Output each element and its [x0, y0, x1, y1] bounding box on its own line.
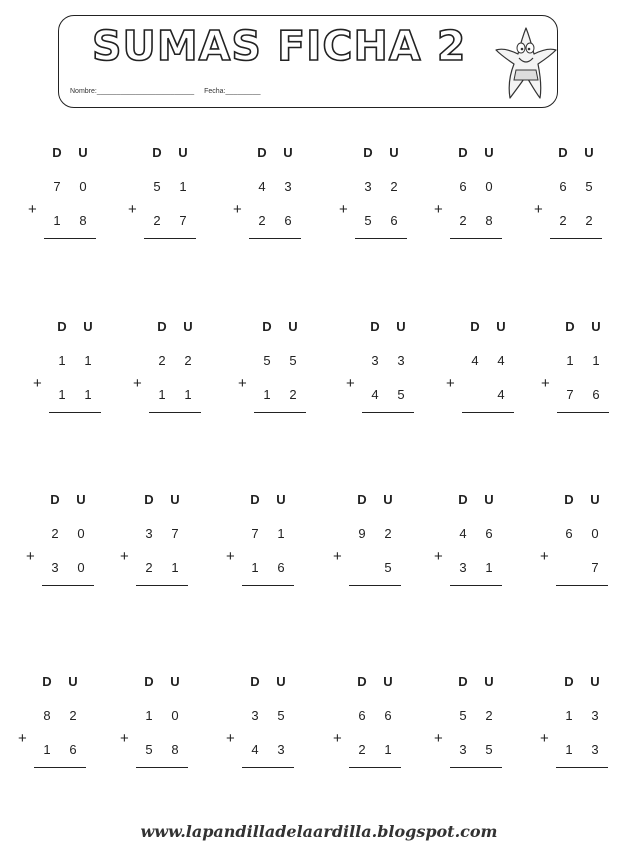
addend-units: 2 — [390, 179, 398, 194]
column-label-u: U — [178, 145, 188, 160]
plus-sign: + — [120, 548, 129, 565]
addend-tens: 4 — [471, 353, 479, 368]
column-label-u: U — [183, 319, 193, 334]
column-label-u: U — [396, 319, 406, 334]
column-label-u: U — [83, 319, 93, 334]
column-label-u: U — [283, 145, 293, 160]
addend-tens: 1 — [145, 708, 153, 723]
addend-tens: 2 — [459, 213, 467, 228]
column-label-u: U — [383, 492, 393, 507]
plus-sign: + — [133, 375, 142, 392]
addend-tens: 2 — [358, 742, 366, 757]
answer-line[interactable] — [557, 412, 609, 413]
addend-tens: 1 — [58, 387, 66, 402]
addend-units: 1 — [171, 560, 179, 575]
addend-units: 1 — [485, 560, 493, 575]
addend-units: 0 — [77, 526, 85, 541]
plus-sign: + — [333, 730, 342, 747]
addition-problem — [434, 145, 524, 245]
answer-line[interactable] — [450, 585, 502, 586]
addend-units: 3 — [284, 179, 292, 194]
plus-sign: + — [446, 375, 455, 392]
column-label-d: D — [144, 674, 154, 689]
addend-tens: 3 — [459, 560, 467, 575]
column-label-u: U — [590, 492, 600, 507]
addend-tens: 2 — [145, 560, 153, 575]
addend-tens: 5 — [263, 353, 271, 368]
answer-line[interactable] — [136, 767, 188, 768]
column-label-d: D — [52, 145, 62, 160]
addend-units: 1 — [179, 179, 187, 194]
addend-units: 1 — [184, 387, 192, 402]
addend-units: 5 — [585, 179, 593, 194]
addition-problem — [534, 145, 624, 245]
plus-sign: + — [540, 548, 549, 565]
addend-units: 3 — [591, 742, 599, 757]
addition-problem — [28, 145, 118, 245]
page-title: SUMAS FICHA 2 — [92, 22, 467, 70]
addend-tens: 4 — [258, 179, 266, 194]
plus-sign: + — [33, 375, 42, 392]
plus-sign: + — [26, 548, 35, 565]
column-label-u: U — [590, 674, 600, 689]
addend-tens: 6 — [565, 526, 573, 541]
addend-units: 5 — [277, 708, 285, 723]
addend-tens: 3 — [145, 526, 153, 541]
plus-sign: + — [346, 375, 355, 392]
addend-units: 5 — [397, 387, 405, 402]
addend-tens: 4 — [371, 387, 379, 402]
plus-sign: + — [541, 375, 550, 392]
addend-tens: 4 — [251, 742, 259, 757]
column-label-d: D — [564, 674, 574, 689]
addend-tens: 3 — [371, 353, 379, 368]
starfish-icon — [494, 24, 558, 104]
plus-sign: + — [540, 730, 549, 747]
addend-tens: 3 — [251, 708, 259, 723]
answer-line[interactable] — [242, 585, 294, 586]
addend-units: 6 — [277, 560, 285, 575]
column-label-d: D — [458, 674, 468, 689]
addend-tens: 1 — [251, 560, 259, 575]
column-label-d: D — [157, 319, 167, 334]
column-label-u: U — [383, 674, 393, 689]
addend-tens: 2 — [158, 353, 166, 368]
addend-units: 8 — [171, 742, 179, 757]
addition-problem — [26, 492, 116, 592]
addend-units: 0 — [591, 526, 599, 541]
plus-sign: + — [434, 201, 443, 218]
addend-tens: 1 — [53, 213, 61, 228]
column-label-u: U — [78, 145, 88, 160]
addend-tens: 2 — [258, 213, 266, 228]
addend-tens: 6 — [559, 179, 567, 194]
answer-line[interactable] — [136, 585, 188, 586]
column-label-d: D — [458, 492, 468, 507]
answer-line[interactable] — [49, 412, 101, 413]
addend-tens: 7 — [251, 526, 259, 541]
addend-tens: 2 — [559, 213, 567, 228]
addend-tens: 2 — [153, 213, 161, 228]
addend-units: 2 — [289, 387, 297, 402]
addend-tens: 1 — [43, 742, 51, 757]
addend-units: 1 — [592, 353, 600, 368]
addend-tens: 1 — [565, 708, 573, 723]
addend-tens: 7 — [566, 387, 574, 402]
addend-units: 6 — [592, 387, 600, 402]
column-label-u: U — [276, 674, 286, 689]
addend-tens: 6 — [459, 179, 467, 194]
addend-units: 4 — [497, 387, 505, 402]
plus-sign: + — [534, 201, 543, 218]
addend-tens: 1 — [566, 353, 574, 368]
plus-sign: + — [434, 730, 443, 747]
addition-problem — [446, 319, 536, 419]
addition-problem — [346, 319, 436, 419]
plus-sign: + — [226, 730, 235, 747]
addition-problem — [233, 145, 323, 245]
plus-sign: + — [120, 730, 129, 747]
addend-tens: 8 — [43, 708, 51, 723]
answer-line[interactable] — [349, 767, 401, 768]
column-label-u: U — [170, 674, 180, 689]
addend-units: 5 — [485, 742, 493, 757]
column-label-u: U — [496, 319, 506, 334]
addition-problem — [128, 145, 218, 245]
addend-tens: 5 — [459, 708, 467, 723]
column-label-d: D — [565, 319, 575, 334]
addition-problem — [540, 492, 630, 592]
column-label-u: U — [484, 492, 494, 507]
addend-units: 6 — [390, 213, 398, 228]
addition-problem — [339, 145, 429, 245]
fecha-field[interactable]: Fecha:_________ — [204, 88, 261, 95]
answer-line[interactable] — [242, 767, 294, 768]
plus-sign: + — [238, 375, 247, 392]
answer-line[interactable] — [450, 238, 502, 239]
addend-units: 1 — [277, 526, 285, 541]
answer-line[interactable] — [254, 412, 306, 413]
addition-problem — [238, 319, 328, 419]
column-label-u: U — [68, 674, 78, 689]
addend-tens: 1 — [565, 742, 573, 757]
addition-problem — [33, 319, 123, 419]
addend-units: 5 — [289, 353, 297, 368]
plus-sign: + — [233, 201, 242, 218]
answer-line[interactable] — [34, 767, 86, 768]
addition-problem — [18, 674, 108, 774]
answer-line[interactable] — [550, 238, 602, 239]
addend-units: 4 — [497, 353, 505, 368]
column-label-d: D — [250, 674, 260, 689]
addend-units: 3 — [397, 353, 405, 368]
addend-units: 5 — [384, 560, 392, 575]
addition-problem — [226, 492, 316, 592]
column-label-d: D — [470, 319, 480, 334]
name-date-line — [70, 88, 269, 95]
addend-tens: 1 — [58, 353, 66, 368]
column-label-d: D — [257, 145, 267, 160]
plus-sign: + — [434, 548, 443, 565]
column-label-d: D — [57, 319, 67, 334]
addition-problem — [333, 492, 423, 592]
answer-line[interactable] — [556, 585, 608, 586]
answer-line[interactable] — [144, 238, 196, 239]
column-label-u: U — [288, 319, 298, 334]
column-label-u: U — [484, 674, 494, 689]
plus-sign: + — [128, 201, 137, 218]
addend-units: 8 — [79, 213, 87, 228]
addend-tens: 6 — [358, 708, 366, 723]
addend-units: 2 — [585, 213, 593, 228]
column-label-u: U — [76, 492, 86, 507]
addend-units: 7 — [179, 213, 187, 228]
answer-line[interactable] — [450, 767, 502, 768]
addend-units: 1 — [384, 742, 392, 757]
addend-units: 8 — [485, 213, 493, 228]
addend-tens: 7 — [53, 179, 61, 194]
addend-units: 2 — [184, 353, 192, 368]
answer-line[interactable] — [462, 412, 514, 413]
answer-line[interactable] — [362, 412, 414, 413]
answer-line[interactable] — [42, 585, 94, 586]
addition-problem — [434, 492, 524, 592]
addend-units: 6 — [69, 742, 77, 757]
addend-tens: 4 — [459, 526, 467, 541]
answer-line[interactable] — [349, 585, 401, 586]
addition-problem — [120, 492, 210, 592]
column-label-d: D — [250, 492, 260, 507]
addend-units: 2 — [485, 708, 493, 723]
addend-tens: 5 — [364, 213, 372, 228]
plus-sign: + — [333, 548, 342, 565]
column-label-u: U — [584, 145, 594, 160]
column-label-d: D — [42, 674, 52, 689]
addend-units: 7 — [171, 526, 179, 541]
column-label-d: D — [370, 319, 380, 334]
column-label-u: U — [170, 492, 180, 507]
nombre-field[interactable]: Nombre:_________________________ — [70, 88, 195, 95]
addend-tens: 3 — [459, 742, 467, 757]
addition-problem — [226, 674, 316, 774]
plus-sign: + — [226, 548, 235, 565]
addend-units: 0 — [171, 708, 179, 723]
addend-tens: 3 — [51, 560, 59, 575]
column-label-d: D — [558, 145, 568, 160]
column-label-u: U — [484, 145, 494, 160]
column-label-d: D — [458, 145, 468, 160]
addition-problem — [541, 319, 631, 419]
addend-units: 3 — [591, 708, 599, 723]
addend-tens: 5 — [153, 179, 161, 194]
addend-units: 3 — [277, 742, 285, 757]
column-label-d: D — [144, 492, 154, 507]
column-label-d: D — [357, 674, 367, 689]
column-label-d: D — [262, 319, 272, 334]
addition-problem — [540, 674, 630, 774]
addend-units: 2 — [69, 708, 77, 723]
addend-tens: 1 — [263, 387, 271, 402]
addend-units: 6 — [485, 526, 493, 541]
column-label-d: D — [363, 145, 373, 160]
answer-line[interactable] — [249, 238, 301, 239]
addend-units: 0 — [77, 560, 85, 575]
addend-units: 6 — [384, 708, 392, 723]
addition-problem — [434, 674, 524, 774]
footer-url[interactable]: www.lapandilladelaardilla.blogspot.com — [140, 822, 498, 841]
addend-units: 7 — [591, 560, 599, 575]
addend-units: 0 — [79, 179, 87, 194]
answer-line[interactable] — [44, 238, 96, 239]
addend-tens: 1 — [158, 387, 166, 402]
addition-problem — [120, 674, 210, 774]
addend-units: 1 — [84, 387, 92, 402]
answer-line[interactable] — [556, 767, 608, 768]
addend-tens: 3 — [364, 179, 372, 194]
column-label-d: D — [564, 492, 574, 507]
answer-line[interactable] — [355, 238, 407, 239]
plus-sign: + — [28, 201, 37, 218]
addend-tens: 9 — [358, 526, 366, 541]
column-label-d: D — [50, 492, 60, 507]
plus-sign: + — [339, 201, 348, 218]
addend-units: 2 — [384, 526, 392, 541]
column-label-d: D — [357, 492, 367, 507]
addition-problem — [133, 319, 223, 419]
addend-tens: 2 — [51, 526, 59, 541]
column-label-u: U — [389, 145, 399, 160]
addend-tens: 5 — [145, 742, 153, 757]
addition-problem — [333, 674, 423, 774]
column-label-d: D — [152, 145, 162, 160]
column-label-u: U — [591, 319, 601, 334]
plus-sign: + — [18, 730, 27, 747]
answer-line[interactable] — [149, 412, 201, 413]
column-label-u: U — [276, 492, 286, 507]
addend-units: 1 — [84, 353, 92, 368]
addend-units: 6 — [284, 213, 292, 228]
addend-units: 0 — [485, 179, 493, 194]
